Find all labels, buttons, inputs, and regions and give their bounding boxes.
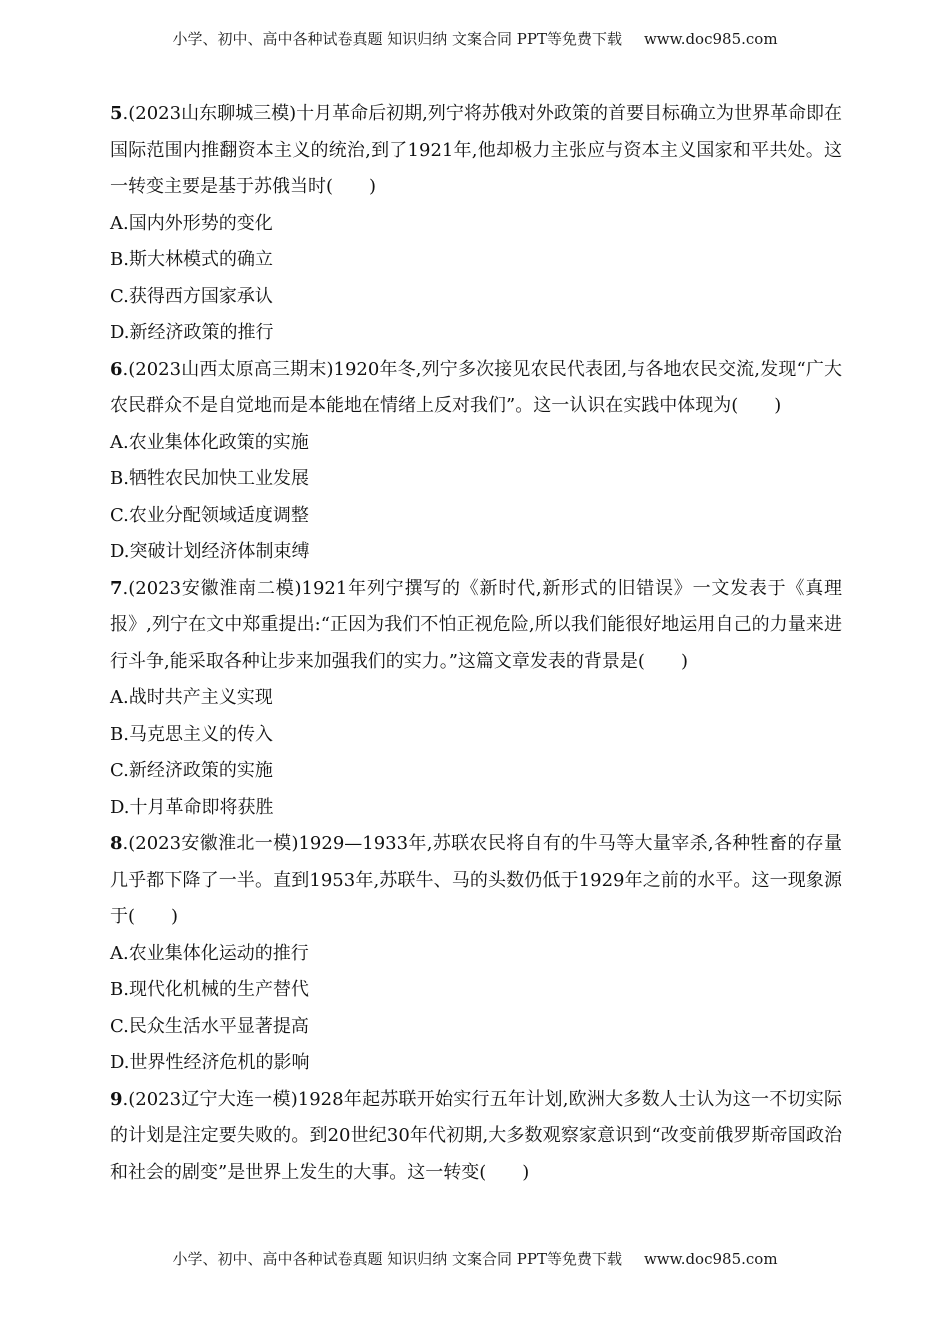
option-c: C.获得西方国家承认 bbox=[110, 285, 273, 307]
question-number: 5 bbox=[110, 103, 123, 124]
option-b: B.现代化机械的生产替代 bbox=[110, 979, 309, 1000]
question-stem bbox=[110, 571, 842, 681]
option-c: C.农业分配领域适度调整 bbox=[110, 504, 309, 526]
question-number: 7 bbox=[110, 577, 123, 599]
question-number: 9 bbox=[110, 1088, 123, 1110]
option-d: D.十月革命即将获胜 bbox=[110, 796, 274, 818]
footer-slogan: 小学、初中、高中各种试卷真题 知识归纳 文案合同 PPT等免费下载 bbox=[172, 1250, 622, 1268]
option-a: A.农业集体化政策的实施 bbox=[110, 431, 309, 453]
option-b: B.牺牲农民加快工业发展 bbox=[110, 468, 309, 489]
option-c: C.新经济政策的实施 bbox=[110, 760, 273, 781]
question-stem bbox=[110, 826, 842, 936]
option-a: A.国内外形势的变化 bbox=[110, 212, 273, 234]
option-d: D.世界性经济危机的影响 bbox=[110, 1052, 310, 1073]
option-d: D.突破计划经济体制束缚 bbox=[110, 541, 310, 562]
question-text: .(2023安徽淮北一模)1929—1933年,苏联农民将自有的牛马等大量宰杀,各种牲畜的存量几乎都下降了一半。直到1953年,苏联牛、马的头数仍低于1929年之前的水平。这一现象源于( ) bbox=[110, 833, 842, 927]
question-5 bbox=[110, 96, 842, 352]
question-7 bbox=[110, 571, 842, 827]
question-number: 8 bbox=[110, 833, 123, 854]
option-a: A.农业集体化运动的推行 bbox=[110, 942, 309, 964]
option-c: C.民众生活水平显著提高 bbox=[110, 1015, 309, 1037]
question-text: .(2023山东聊城三模)十月革命后初期,列宁将苏俄对外政策的首要目标确立为世界革命即在国际范围内推翻资本主义的统治,到了1921年,他却极力主张应与资本主义国家和平共处。这一转变主要是基于苏俄当时( ) bbox=[110, 103, 842, 197]
page-footer bbox=[0, 1248, 950, 1269]
option-b: B.马克思主义的传入 bbox=[110, 723, 273, 745]
question-text: .(2023山西太原高三期末)1920年冬,列宁多次接见农民代表团,与各地农民交流,发现“广大农民群众不是自觉地而是本能地在情绪上反对我们”。这一认识在实践中体现为( ) bbox=[110, 358, 842, 416]
question-9 bbox=[110, 1082, 842, 1192]
option-b: B.斯大林模式的确立 bbox=[110, 249, 273, 270]
question-6 bbox=[110, 352, 842, 571]
question-text: .(2023安徽淮南二模)1921年列宁撰写的《新时代,新形式的旧错误》一文发表于《真理报》,列宁在文中郑重提出:“正因为我们不怕正视危险,所以我们能很好地运用自己的力量来进行斗争,能采取各种让步来加强我们的实力。”这篇文章发表的背景是( ) bbox=[110, 577, 842, 672]
question-stem bbox=[110, 1082, 842, 1192]
page-header bbox=[0, 28, 950, 49]
option-a: A.战时共产主义实现 bbox=[110, 687, 273, 708]
footer-site-link[interactable]: www.doc985.com bbox=[643, 1250, 778, 1268]
question-stem bbox=[110, 352, 842, 425]
header-site-link[interactable]: www.doc985.com bbox=[643, 30, 778, 48]
question-stem bbox=[110, 96, 842, 206]
question-number: 6 bbox=[110, 358, 123, 380]
question-8 bbox=[110, 826, 842, 1082]
question-list bbox=[110, 96, 842, 1191]
header-slogan: 小学、初中、高中各种试卷真题 知识归纳 文案合同 PPT等免费下载 bbox=[172, 30, 622, 48]
option-d: D.新经济政策的推行 bbox=[110, 322, 274, 343]
question-text: .(2023辽宁大连一模)1928年起苏联开始实行五年计划,欧洲大多数人士认为这一不切实际的计划是注定要失败的。到20世纪30年代初期,大多数观察家意识到“改变前俄罗斯帝国政治和社会的剧变”是世界上发生的大事。这一转变( ) bbox=[110, 1088, 842, 1183]
